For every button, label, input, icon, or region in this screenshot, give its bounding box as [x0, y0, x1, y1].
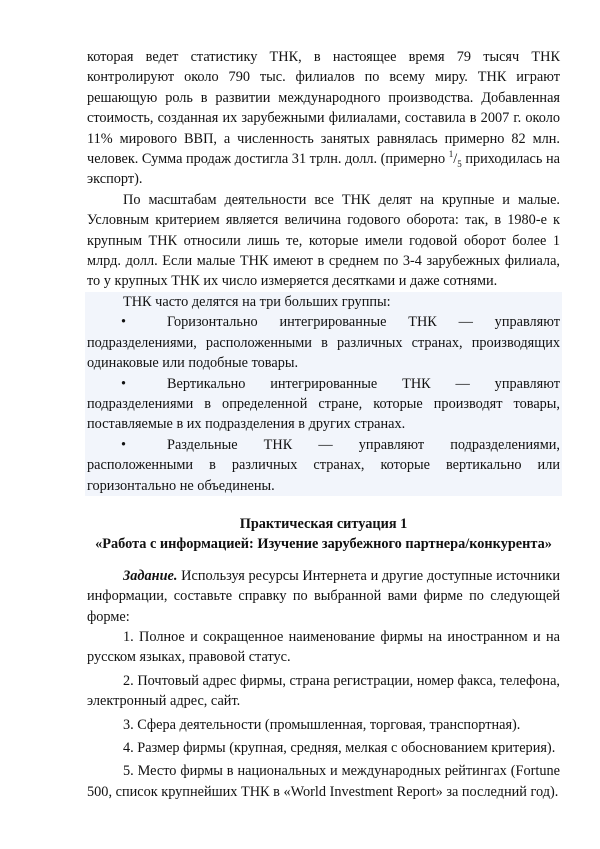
task-label: Задание.	[123, 567, 178, 584]
highlighted-block	[85, 292, 562, 496]
bullet-text: Горизонтально интегрированные ТНК — управляют подразделениями, расположенными в различных странах, производящих одинаковые или подобные товары.	[87, 314, 560, 372]
paragraph-scale: По масштабам деятельности все ТНК делят на крупные и малые. Условным критерием является величина годового оборота: так, в 1980-е к крупным ТНК относили лишь те, которые имели годовой оборот более 1 млрд. долл. Если малые ТНК имеют в среднем по 3-4 зарубежных филиала, то у крупных ТНК их число измеряется десятками и даже сотнями.	[87, 191, 560, 290]
fraction-numerator: 1	[448, 149, 454, 160]
section-subheading: «Работа с информацией: Изучение зарубежного партнера/конкурента»	[95, 536, 552, 553]
list-item: 3. Сфера деятельности (промышленная, торговая, транспортная).	[123, 716, 521, 733]
section-heading: Практическая ситуация 1	[239, 515, 408, 532]
task-paragraph	[87, 566, 560, 627]
bullet-icon: •	[121, 314, 127, 331]
fraction-one-fifth: $^1/_5$	[448, 149, 462, 169]
bullet-item-separate	[87, 435, 560, 496]
bullet-text: Вертикально интегрированные ТНК — управляют подразделениями в определенной стране, которые производят товары, поставляемые в их подразделения в других странах.	[87, 375, 560, 433]
bullet-icon: •	[121, 375, 127, 392]
bullet-item-vertical	[87, 374, 560, 435]
fraction-denominator: 5	[457, 158, 462, 169]
task-text: Используя ресурсы Интернета и другие доступные источники информации, составьте справку по выбранной вами фирме по следующей форме:	[87, 567, 560, 625]
list-item: 4. Размер фирмы (крупная, средняя, мелкая с обоснованием критерия).	[123, 740, 556, 756]
bullet-item-horizontal	[87, 312, 560, 373]
bullet-icon: •	[121, 436, 127, 453]
list-item: 2. Почтовый адрес фирмы, страна регистрации, номер факса, телефона, электронный адрес, сайт.	[87, 672, 560, 710]
bullet-text: Раздельные ТНК — управляют подразделениями, расположенными в различных странах, которые вертикально или горизонтально не объединены.	[87, 436, 560, 494]
list-item: 5. Место фирмы в национальных и международных рейтингах (Fortune 500, список крупнейших ТНК в «World Investment Report» за последний год).	[87, 763, 560, 800]
paragraph-statistics	[87, 47, 560, 190]
paragraph-statistics-end: приходилась на экспорт).	[87, 151, 560, 188]
list-item: 1. Полное и сокращенное наименование фирмы на иностранном и на русском языках, правовой статус.	[87, 628, 560, 666]
paragraph-groups-intro: ТНК часто делятся на три больших группы:	[123, 293, 391, 310]
paragraph-statistics-text: которая ведет статистику ТНК, в настоящее время 79 тысяч ТНК контролируют около 790 тыс. филиалов по всему миру. ТНК играют решающую роль в развитии международного производства. Добавленная стоимость, созданная их зарубежными филиалами, составила в 2007 г. около 11% мирового ВВП, а численность занятых равнялась примерно 82 млн. человек. Сумма продаж достигла 31 трлн. долл. (примерно	[87, 49, 560, 168]
